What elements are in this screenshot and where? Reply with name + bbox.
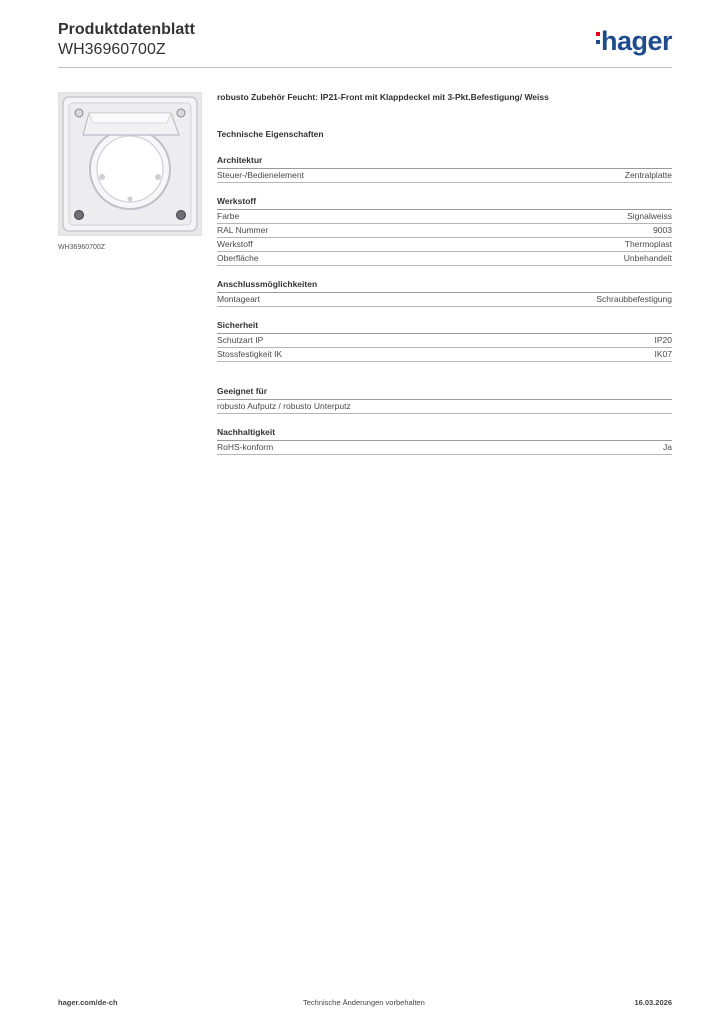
property-label: RoHS-konform (217, 442, 274, 452)
property-row (217, 224, 672, 238)
property-label: Werkstoff (217, 239, 253, 249)
product-number: WH36960700Z (58, 41, 166, 58)
property-label: Stossfestigkeit IK (217, 349, 283, 359)
section-title: Nachhaltigkeit (217, 427, 672, 441)
property-row (217, 400, 672, 414)
property-value: Thermoplast (624, 239, 672, 249)
socket-cover-icon (59, 93, 201, 235)
property-label: robusto Aufputz / robusto Unterputz (217, 401, 351, 411)
property-label: Steuer-/Bedienelement (217, 170, 304, 180)
section-anschlussmoeglichkeiten (217, 279, 672, 307)
technical-properties-heading: Technische Eigenschaften (217, 129, 324, 139)
property-value: Ja (663, 442, 672, 452)
property-value: Zentralplatte (624, 170, 672, 180)
document-title: Produktdatenblatt (58, 21, 195, 38)
section-title: Anschlussmöglichkeiten (217, 279, 672, 293)
property-row (217, 348, 672, 362)
property-label: Montageart (217, 294, 260, 304)
footer-disclaimer: Technische Änderungen vorbehalten (303, 998, 425, 1007)
property-value: IK07 (654, 349, 672, 359)
product-image (58, 92, 202, 236)
property-value: Schraubbefestigung (596, 294, 672, 304)
section-geeignet-fuer (217, 386, 672, 414)
property-row (217, 252, 672, 266)
section-sicherheit (217, 320, 672, 362)
document-header (58, 20, 195, 60)
property-row (217, 293, 672, 307)
product-description: robusto Zubehör Feucht: IP21-Front mit Klappdeckel mit 3-Pkt.Befestigung/ Weiss (217, 92, 549, 102)
section-spacer (217, 375, 672, 386)
property-label: Farbe (217, 211, 240, 221)
section-title: Werkstoff (217, 196, 672, 210)
property-label: Schutzart IP (217, 335, 264, 345)
logo-text: hager (600, 26, 672, 56)
property-row (217, 210, 672, 224)
product-details (217, 92, 672, 468)
section-architektur (217, 155, 672, 183)
logo-colon-icon (596, 28, 601, 48)
property-value: IP20 (654, 335, 672, 345)
property-value: 9003 (653, 225, 672, 235)
property-label: Oberfläche (217, 253, 259, 263)
section-title: Architektur (217, 155, 672, 169)
footer-date: 16.03.2026 (634, 998, 672, 1007)
section-nachhaltigkeit (217, 427, 672, 455)
property-value: Unbehandelt (623, 253, 672, 263)
property-row (217, 334, 672, 348)
section-title: Geeignet für (217, 386, 672, 400)
property-row (217, 238, 672, 252)
property-row (217, 169, 672, 183)
image-caption: WH36960700Z (58, 244, 106, 251)
hager-logo (596, 26, 672, 57)
section-werkstoff (217, 196, 672, 266)
header-divider (58, 67, 672, 68)
property-label: RAL Nummer (217, 225, 269, 235)
property-value: Signalweiss (627, 211, 672, 221)
section-title: Sicherheit (217, 320, 672, 334)
property-row (217, 441, 672, 455)
footer-website-link[interactable]: hager.com/de-ch (58, 998, 118, 1007)
